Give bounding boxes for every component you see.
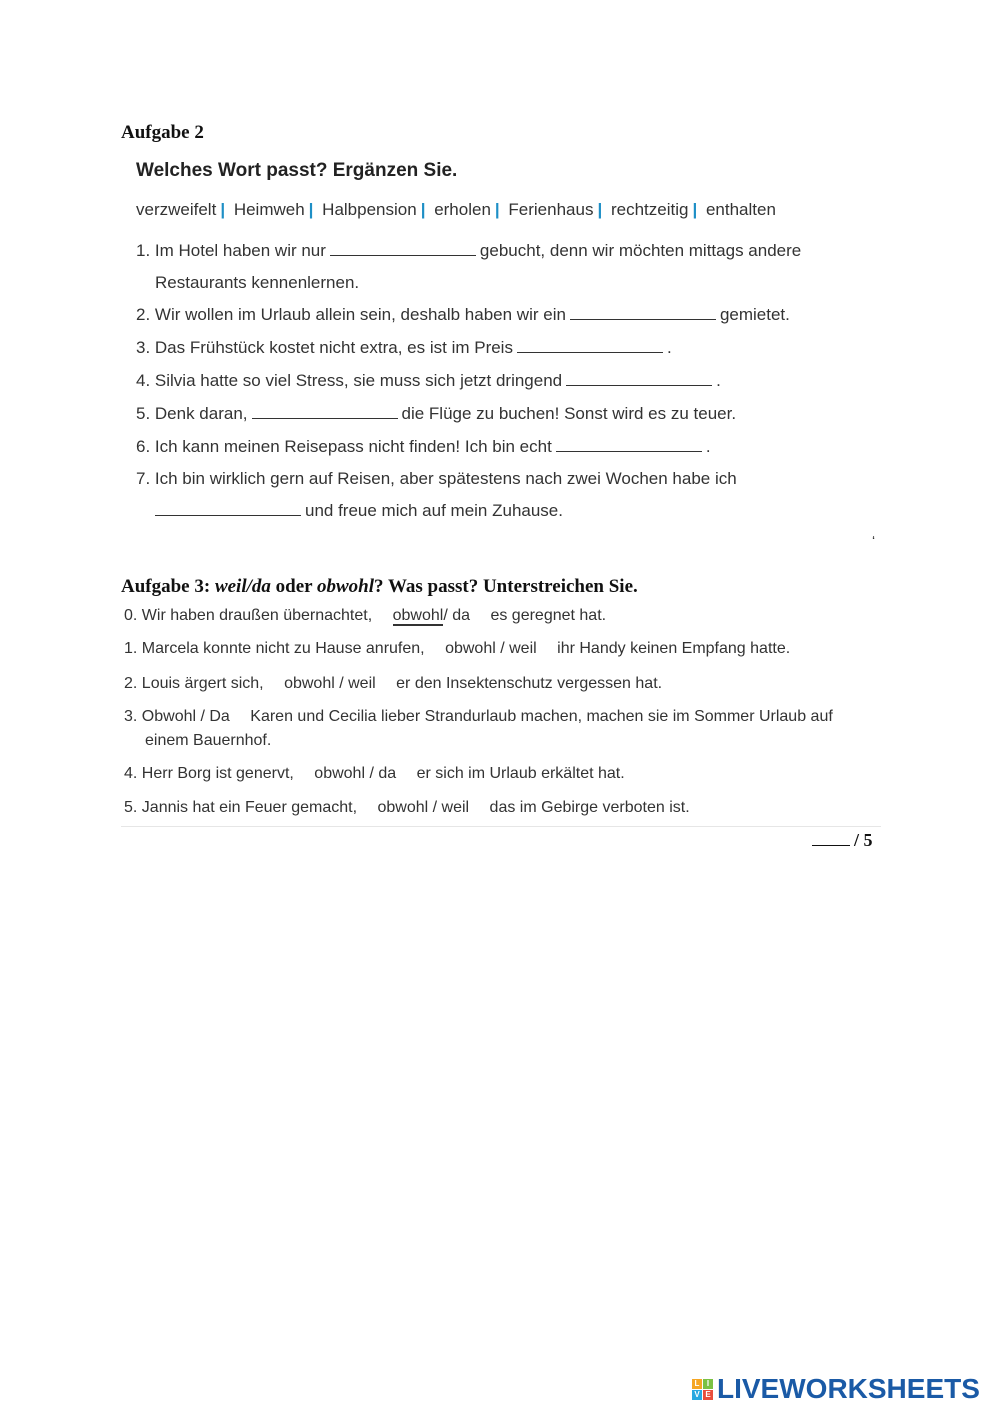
logo-icon: L I V E xyxy=(692,1379,713,1400)
word-bank-item: erholen xyxy=(434,200,491,219)
answer-blank[interactable] xyxy=(570,305,716,320)
answer-blank[interactable] xyxy=(556,437,702,452)
word-bank-item: enthalten xyxy=(705,200,776,219)
exercise-item-6: 6. Ich kann meinen Reisepass nicht finden! Ich bin echt . xyxy=(136,437,711,456)
answer-blank[interactable] xyxy=(517,338,663,353)
choice-options[interactable]: obwohl / da xyxy=(314,765,397,782)
exercise-item-2: 2. Wir wollen im Urlaub allein sein, deshalb haben wir ein gemietet. xyxy=(136,305,790,324)
exercise-item-3: 3. Das Frühstück kostet nicht extra, es ist im Preis . xyxy=(136,338,672,357)
aufgabe2-heading: Aufgabe 2 xyxy=(121,122,204,143)
choice-item-5: 5. Jannis hat ein Feuer gemacht, obwohl / weil das im Gebirge verboten ist. xyxy=(124,799,690,816)
answer-blank[interactable] xyxy=(252,404,398,419)
score-blank[interactable] xyxy=(812,845,850,846)
choice-item-3-cont: einem Bauernhof. xyxy=(145,732,272,749)
underlined-choice: obwohl xyxy=(392,607,444,624)
choice-item-3: 3. Obwohl / Da Karen und Cecilia lieber Strandurlaub machen, machen sie im Sommer Urlaub auf xyxy=(124,708,833,725)
choice-options[interactable]: obwohl / weil xyxy=(284,675,376,692)
answer-blank[interactable] xyxy=(155,501,301,516)
word-bank-item: Heimweh xyxy=(233,200,305,219)
answer-blank[interactable] xyxy=(566,371,712,386)
answer-blank[interactable] xyxy=(330,241,476,256)
exercise-item-1: 1. Im Hotel haben wir nur gebucht, denn wir möchten mittags andere xyxy=(136,241,802,260)
choice-options[interactable]: 3. Obwohl / Da xyxy=(124,708,230,725)
choice-options[interactable]: obwohl / weil xyxy=(377,799,470,816)
divider xyxy=(121,826,881,827)
score-field: / 5 xyxy=(812,830,873,851)
exercise-item-7-cont: und freue mich auf mein Zuhause. xyxy=(151,501,563,521)
aufgabe3-heading: Aufgabe 3: weil/da oder obwohl? Was passt? Unterstreichen Sie. xyxy=(121,576,638,597)
word-bank-item: verzweifelt xyxy=(136,200,217,219)
choice-item-0: 0. Wir haben draußen übernachtet, obwohl/ da es geregnet hat. xyxy=(124,607,607,624)
liveworksheets-logo xyxy=(692,1372,980,1406)
choice-item-2: 2. Louis ärgert sich, obwohl / weil er den Insektenschutz vergessen hat. xyxy=(124,675,663,692)
word-bank-item: Ferienhaus xyxy=(508,200,594,219)
stray-mark: ʻ xyxy=(872,533,876,549)
aufgabe2-instruction: Welches Wort passt? Ergänzen Sie. xyxy=(136,160,458,181)
choice-item-4: 4. Herr Borg ist genervt, obwohl / da er sich im Urlaub erkältet hat. xyxy=(124,765,625,782)
choice-options[interactable]: obwohl / weil xyxy=(445,640,537,657)
exercise-item-5: 5. Denk daran, die Flüge zu buchen! Sonst wird es zu teuer. xyxy=(136,404,737,423)
logo-text: LIVEWORKSHEETS xyxy=(717,1373,980,1404)
word-bank-item: rechtzeitig xyxy=(610,200,689,219)
exercise-item-1-cont: Restaurants kennenlernen. xyxy=(155,273,360,292)
exercise-item-4: 4. Silvia hatte so viel Stress, sie muss sich jetzt dringend . xyxy=(136,371,721,390)
choice-item-1: 1. Marcela konnte nicht zu Hause anrufen, obwohl / weil ihr Handy keinen Empfang hatte. xyxy=(124,640,791,657)
choice-options[interactable]: obwohl/ da xyxy=(392,607,470,624)
word-bank-item: Halbpension xyxy=(322,200,417,219)
exercise-item-7: 7. Ich bin wirklich gern auf Reisen, aber spätestens nach zwei Wochen habe ich xyxy=(136,469,737,488)
word-bank: verzweifelt | Heimweh | Halbpension | erholen | Ferienhaus | rechtzeitig | enthalten xyxy=(136,200,776,219)
